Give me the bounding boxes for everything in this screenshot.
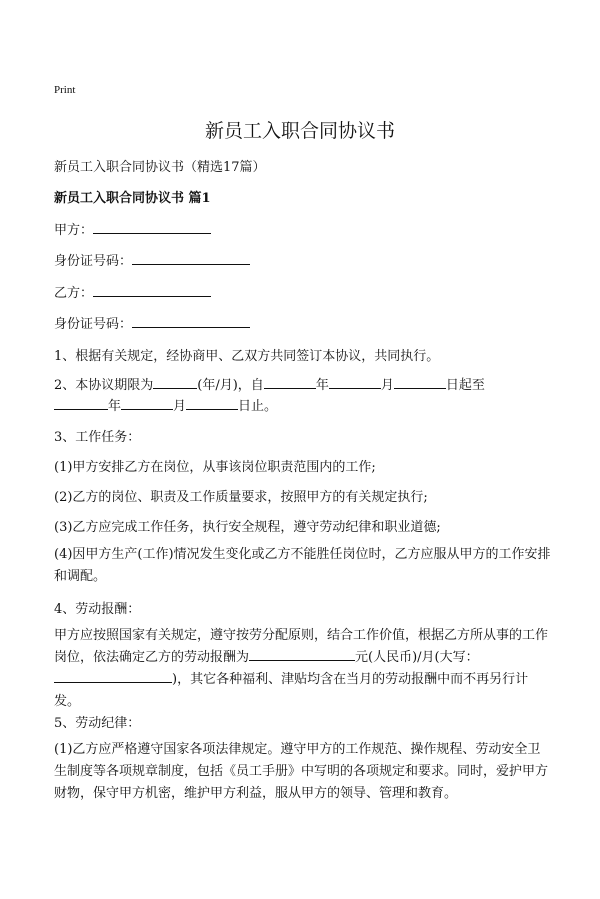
clause-4-text-1: 甲方应按照国家有关规定，遵守按劳分配原则，结合工作价值，根据乙方所从事的工作岗位，依法确定乙方的劳动报酬为 <box>54 628 549 665</box>
clause-2-text-f: 年 <box>108 399 122 414</box>
id-a-field <box>54 250 250 269</box>
clause-5-item-1: (1)乙方应严格遵守国家各项法律规定。遵守甲方的工作规范、操作规程、劳动安全卫生制度等各项规章制度，包括《员工手册》中写明的各项规定和要求。同时，爱护甲方财物，保守甲方机密，维护甲方利益，服从甲方的领导、管理和教育。 <box>54 742 549 801</box>
clause-2-text-b: (年/月)，自 <box>197 378 264 393</box>
clause-2-text-a: 2、本协议期限为 <box>54 378 154 393</box>
clause-2-line-2 <box>54 395 277 414</box>
clause-2-text-e: 日起至 <box>445 378 485 393</box>
party-a-blank <box>93 221 211 234</box>
clause-3-item-1: (1)甲方安排乙方在岗位，从事该岗位职责范围内的工作; <box>54 460 376 475</box>
party-b-blank <box>93 284 211 297</box>
section-title: 新员工入职合同协议书 篇1 <box>54 191 211 206</box>
document-title: 新员工入职合同协议书 <box>204 120 395 142</box>
document-subtitle: 新员工入职合同协议书（精选17篇） <box>54 160 266 175</box>
id-b-field <box>54 313 250 332</box>
end-day-blank <box>186 397 238 410</box>
clause-2-text-h: 日止。 <box>238 399 278 414</box>
clause-5-heading: 5、劳动纪律： <box>54 716 141 731</box>
clause-4-paragraph <box>54 625 552 713</box>
party-a-field <box>54 219 211 238</box>
id-a-blank <box>132 252 250 265</box>
clause-4-heading: 4、劳动报酬： <box>54 602 141 617</box>
party-b-label: 乙方： <box>54 286 94 301</box>
party-a-label: 甲方： <box>54 223 94 238</box>
salary-amount-blank <box>249 649 355 661</box>
clause-3-heading: 3、工作任务： <box>54 430 141 445</box>
print-label[interactable]: Print <box>54 84 76 96</box>
clause-2-text-d: 月 <box>380 378 394 393</box>
clause-4-text-3: )，其它各种福利、津贴均含在当月的劳动报酬中而不再另行计发。 <box>54 672 529 709</box>
clause-2-text-g: 月 <box>173 399 187 414</box>
party-b-field <box>54 282 211 301</box>
clause-3-item-3: (3)乙方应完成工作任务，执行安全规程，遵守劳动纪律和职业道德; <box>54 520 441 535</box>
start-month-blank <box>329 376 381 389</box>
start-year-blank <box>264 376 316 389</box>
end-year-blank <box>54 397 108 410</box>
id-a-label: 身份证号码： <box>54 254 133 269</box>
clause-1: 1、根据有关规定，经协商甲、乙双方共同签订本协议，共同执行。 <box>54 349 440 364</box>
id-b-label: 身份证号码： <box>54 317 133 332</box>
clause-4-text-2: 元(人民币)/月(大写： <box>355 650 479 665</box>
term-blank <box>153 376 197 389</box>
salary-words-blank <box>54 671 172 683</box>
clause-3-item-4: (4)因甲方生产(工作)情况发生变化或乙方不能胜任岗位时，乙方应服从甲方的工作安排和调配。 <box>54 547 551 584</box>
start-day-blank <box>394 376 446 389</box>
id-b-blank <box>132 315 250 328</box>
clause-2-text-c: 年 <box>315 378 329 393</box>
clause-3-item-2: (2)乙方的岗位、职责及工作质量要求，按照甲方的有关规定执行; <box>54 490 428 505</box>
end-month-blank <box>121 397 173 410</box>
clause-2-line-1 <box>54 374 485 393</box>
